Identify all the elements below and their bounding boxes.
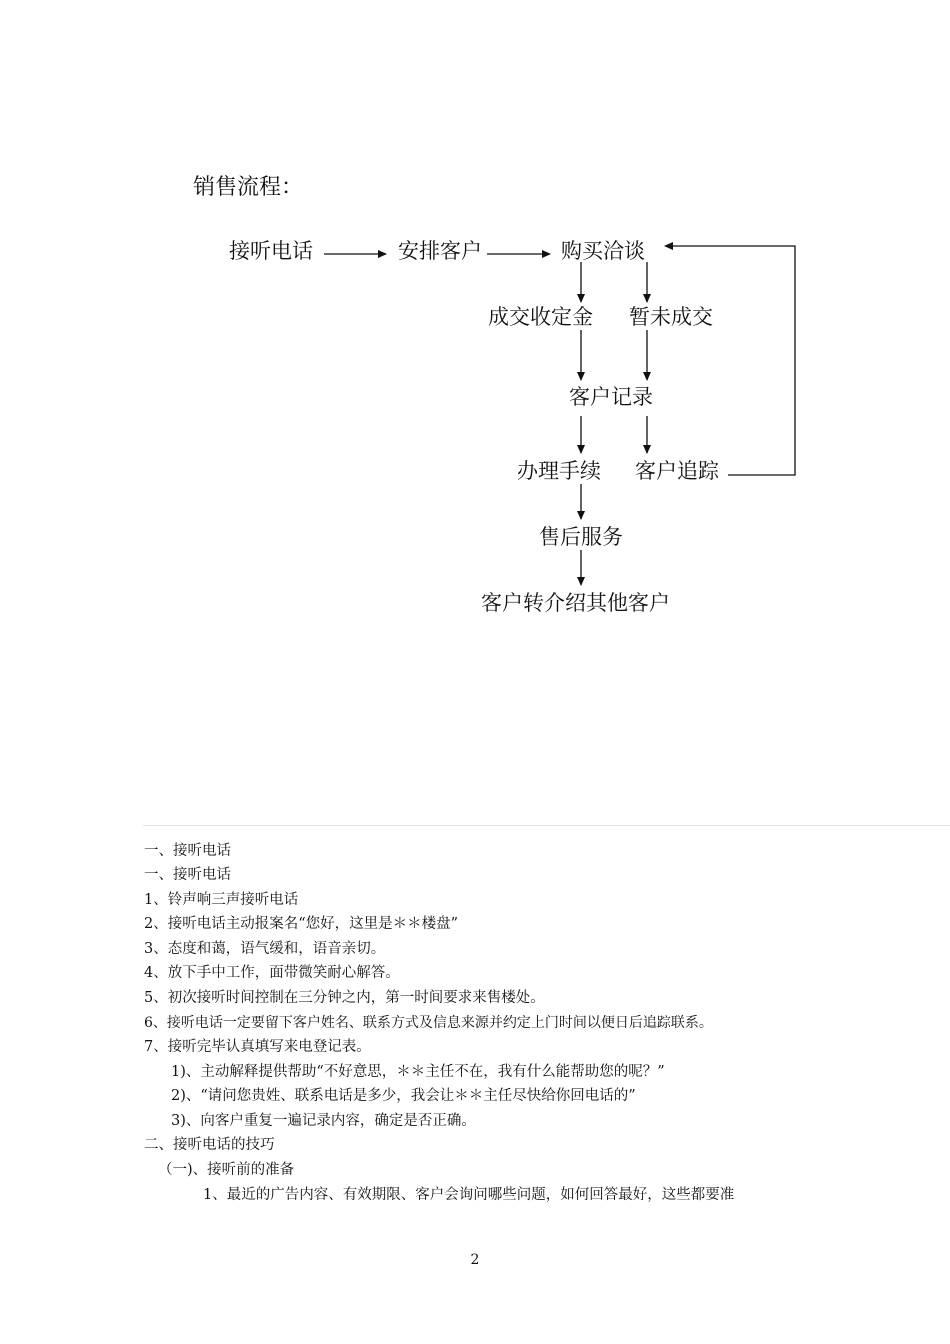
arrow-follow-loop-back xyxy=(665,246,795,475)
text-line: 一、接听电话 xyxy=(144,867,231,883)
node-answer-call: 接听电话 xyxy=(229,239,313,263)
text-line: 6、接听电话一定要留下客户姓名、联系方式及信息来源并约定上门时间以便日后追踪联系。 xyxy=(144,1015,713,1031)
page-divider xyxy=(143,825,950,826)
node-after-sales: 售后服务 xyxy=(539,525,623,549)
node-customer-record: 客户记录 xyxy=(569,385,653,409)
text-line: 2、接听电话主动报案名“您好，这里是＊＊楼盘” xyxy=(144,916,459,932)
node-referral: 客户转介绍其他客户 xyxy=(481,591,670,615)
text-line: （一)、接听前的准备 xyxy=(158,1162,295,1178)
text-line: 7、接听完毕认真填写来电登记表。 xyxy=(144,1039,371,1055)
node-not-deal: 暂未成交 xyxy=(629,305,713,329)
page-number: 2 xyxy=(470,1252,480,1268)
node-deal-deposit: 成交收定金 xyxy=(488,305,593,329)
text-line: 5、初次接听时间控制在三分钟之内，第一时间要求来售楼处。 xyxy=(144,990,545,1006)
text-line: 2)、“请问您贵姓、联系电话是多少，我会让＊＊主任尽快给你回电话的” xyxy=(171,1088,636,1104)
text-line: 1、最近的广告内容、有效期限、客户会询问哪些问题，如何回答最好，这些都要准 xyxy=(203,1187,735,1203)
text-line: 一、接听电话 xyxy=(144,843,231,859)
text-line: 3、态度和蔼，语气缓和，语音亲切。 xyxy=(144,941,386,957)
flowchart-title: 销售流程： xyxy=(193,175,304,200)
text-line: 3)、向客户重复一遍记录内容，确定是否正确。 xyxy=(171,1113,476,1129)
text-line: 1、铃声响三声接听电话 xyxy=(144,892,299,908)
node-purchase-talk: 购买洽谈 xyxy=(561,239,645,263)
node-customer-follow: 客户追踪 xyxy=(635,459,719,483)
node-handle-procedures: 办理手续 xyxy=(517,459,601,483)
text-line: 二、接听电话的技巧 xyxy=(144,1137,275,1153)
text-line: 4、放下手中工作，面带微笑耐心解答。 xyxy=(144,965,400,981)
text-line: 1)、主动解释提供帮助“不好意思，＊＊主任不在，我有什么能帮助您的呢？” xyxy=(171,1064,665,1080)
node-arrange-customer: 安排客户 xyxy=(398,239,482,263)
